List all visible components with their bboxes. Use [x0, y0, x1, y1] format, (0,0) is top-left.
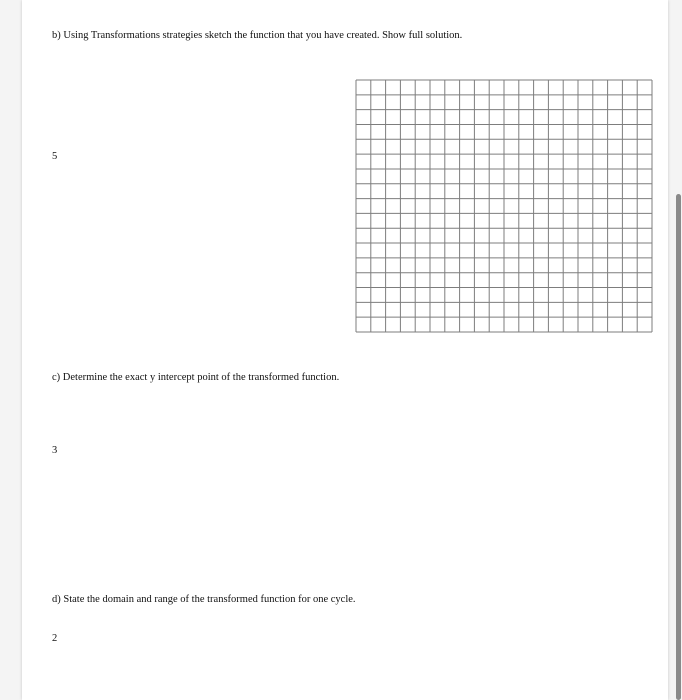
question-c-marks: 3	[52, 445, 58, 456]
question-c-label: c)	[52, 372, 61, 383]
question-b	[52, 30, 462, 41]
question-d-marks: 2	[52, 633, 58, 644]
question-b-marks: 5	[52, 151, 58, 162]
question-c-text: Determine the exact y intercept point of the transformed function.	[62, 372, 340, 383]
question-b-text: Using Transformations strategies sketch the function that you have created. Show full solution.	[63, 30, 463, 41]
vertical-scrollbar[interactable]	[676, 194, 681, 700]
question-b-label: b)	[52, 30, 61, 41]
question-d	[52, 594, 356, 605]
worksheet-page	[22, 0, 668, 700]
question-d-text: State the domain and range of the transformed function for one cycle.	[63, 594, 356, 605]
question-c	[52, 372, 339, 383]
question-d-label: d)	[52, 594, 61, 605]
graph-paper-grid	[354, 78, 654, 334]
